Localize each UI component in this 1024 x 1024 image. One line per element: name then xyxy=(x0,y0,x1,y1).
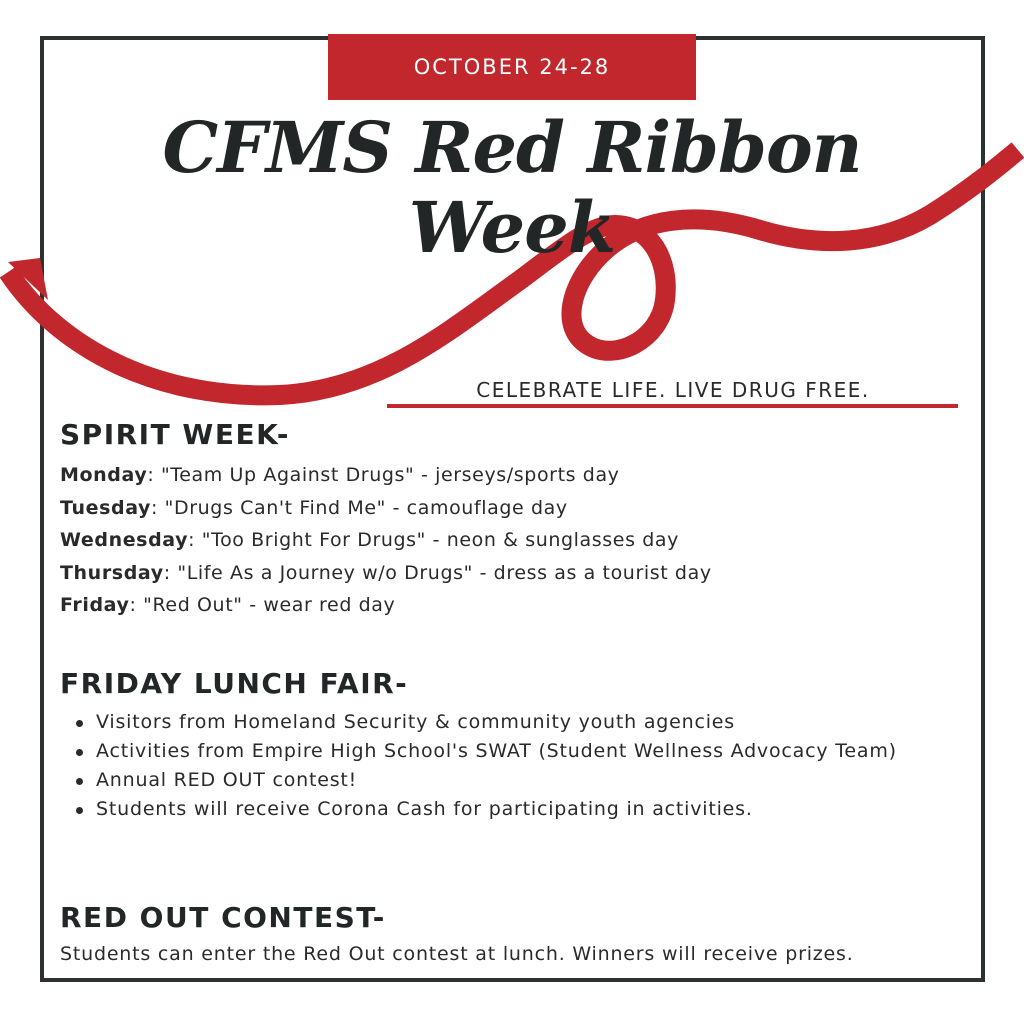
list-item xyxy=(60,589,712,622)
day-name: Thursday xyxy=(60,561,164,584)
title-line-1: CFMS Red Ribbon xyxy=(162,106,862,189)
bullet-icon xyxy=(76,807,83,814)
list-item xyxy=(72,737,952,766)
spirit-week-list xyxy=(60,459,712,622)
day-theme: : "Life As a Journey w/o Drugs" - dress as a tourist day xyxy=(163,561,712,584)
day-theme: : "Drugs Can't Find Me" - camouflage day xyxy=(151,496,568,519)
page-title xyxy=(100,108,924,268)
spirit-week-heading: SPIRIT WEEK- xyxy=(60,418,290,451)
day-theme: : "Team Up Against Drugs" - jerseys/sports day xyxy=(147,464,620,486)
list-item xyxy=(72,708,952,737)
list-item-text: Visitors from Homeland Security & community youth agencies xyxy=(96,711,735,733)
bullet-icon xyxy=(76,778,83,785)
lunch-fair-heading: FRIDAY LUNCH FAIR- xyxy=(60,667,409,700)
list-item xyxy=(60,524,712,557)
list-item xyxy=(72,795,952,824)
day-name: Tuesday xyxy=(60,496,152,519)
list-item-text: Students will receive Corona Cash for participating in activities. xyxy=(96,798,753,820)
tagline-underline xyxy=(387,404,958,408)
red-out-description: Students can enter the Red Out contest at lunch. Winners will receive prizes. xyxy=(60,943,854,965)
list-item xyxy=(72,766,952,795)
bullet-icon xyxy=(76,749,83,756)
lunch-fair-list xyxy=(72,708,952,824)
day-name: Wednesday xyxy=(60,529,189,551)
day-theme: : "Red Out" - wear red day xyxy=(129,594,396,616)
list-item xyxy=(60,492,712,525)
list-item xyxy=(60,459,712,492)
title-line-2: Week xyxy=(408,186,616,269)
list-item-text: Annual RED OUT contest! xyxy=(96,769,358,791)
day-name: Friday xyxy=(60,594,130,616)
date-banner: OCTOBER 24-28 xyxy=(328,34,696,100)
list-item xyxy=(60,557,712,590)
red-out-heading: RED OUT CONTEST- xyxy=(60,901,386,934)
day-theme: : "Too Bright For Drugs" - neon & sunglasses day xyxy=(188,529,679,551)
bullet-icon xyxy=(76,720,83,727)
list-item-text: Activities from Empire High School's SWAT (Student Wellness Advocacy Team) xyxy=(96,740,897,762)
tagline: CELEBRATE LIFE. LIVE DRUG FREE. xyxy=(476,378,870,402)
day-name: Monday xyxy=(60,464,148,486)
